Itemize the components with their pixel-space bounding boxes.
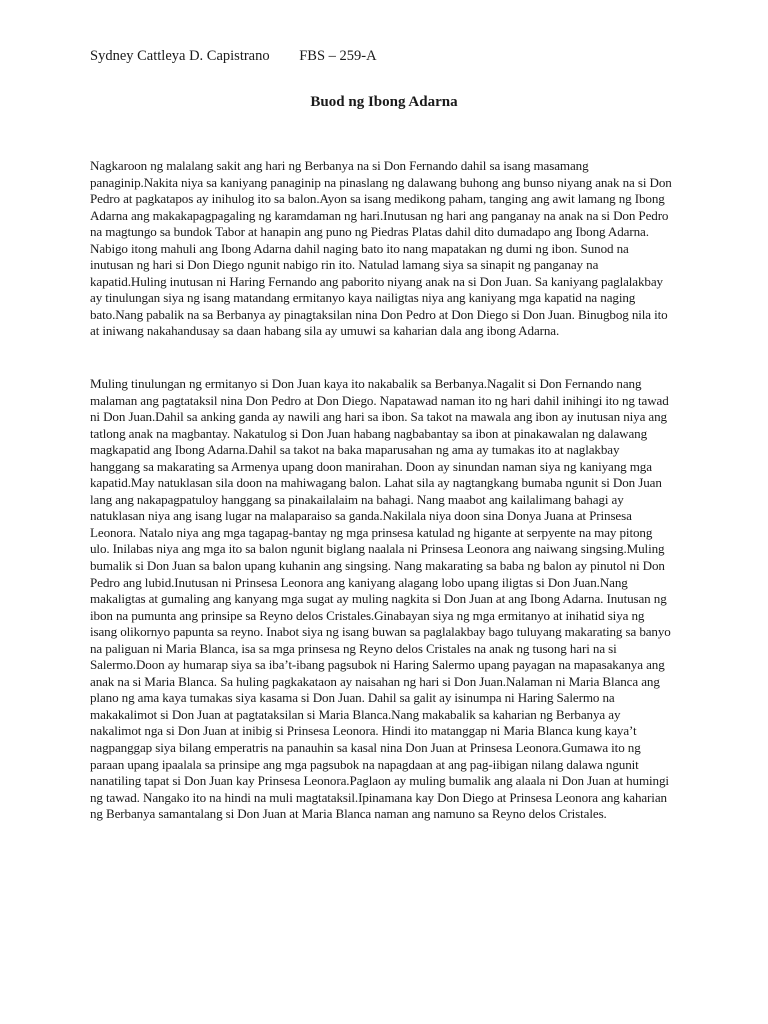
document-header [90, 48, 377, 65]
document-title: Buod ng Ibong Adarna [310, 94, 458, 110]
paragraph-2: Muling tinulungan ng ermitanyo si Don Juan kaya ito nakabalik sa Berbanya.Nagalit si Don Fernando nang malaman ang pagtataksil nina Don Pedro at Don Diego. Napatawad naman ito ng hari dahil inihingi ito ng tawad ni Don Juan.Dahil sa anking ganda ay nawili ang hari sa ibon. Sa takot na mawala ang ibon ay inutusan niya ang tatlong anak na magbantay. Nakatulog si Don Juan habang nagbabantay sa ibon at pinakawalan ng dalawang magkapatid ang Ibong Adarna.Dahil sa takot na baka maparusahan ng ama ay tumakas ito at naglakbay hanggang sa makarating sa Armenya upang doon manirahan. Doon ay sinundan naman siya ng kaniyang mga kapatid.May natuklasan sila doon na mahiwagang balon. Lahat sila ay nagtangkang bumaba ngunit si Don Juan lang ang nakapagpatuloy hanggang sa pinakailalaim na bahagi. Nang maabot ang kailalimang bahagi ay natuklasan niya ang isang lugar na malaparaiso sa ganda.Nakilala niya doon sina Donya Juana at Prinsesa Leonora. Natalo niya ang mga tagapag-bantay ng mga prinsesa katulad ng higante at serpyente na may pitong ulo. Inilabas niya ang mga ito sa balon ngunit biglang naalala ni Prinsesa Leonora ang naiwang singsing.Muling bumalik si Don Juan sa balon upang kuhanin ang singsing. Nang makarating sa baba ng balon ay pinutol ni Don Pedro ang lubid.Inutusan ni Prinsesa Leonora ang kaniyang alagang lobo upang iligtas si Don Juan.Nang makaligtas at gumaling ang kanyang mga sugat ay muling nagkita si Don Juan at ang Ibong Adarna. Inutusan ng ibon na pumunta ang prinsipe sa Reyno delos Cristales.Ginabayan siya ng mga ermitanyo at inihatid siya ng isang olikornyo papunta sa reyno. Inabot siya ng isang buwan sa paglalakbay bago tuluyang makarating sa banyo na paliguan ni Maria Blanca, isa sa mga prinsesa ng Reyno delos Cristales na anak ng tusong hari na si Salermo.Doon ay humarap siya sa iba’t-ibang pagsubok ni Haring Salermo upang payagan na mapasakanya ang anak na si Maria Blanca. Sa huling pagkakataon ay naisahan ng hari si Don Juan.Nalaman ni Maria Blanca ang plano ng ama kaya tumakas siya kasama si Don Juan. Dahil sa galit ay isinumpa ni Haring Salermo na makakalimot si Don Juan at pagtataksilan si Maria Blanca.Nang makabalik sa kaharian ng Berbanya ay nakalimot nga si Don Juan at inibig si Prinsesa Leonora. Hindi ito matanggap ni Maria Blanca kung kaya’t nagpanggap siya bilang emperatris na panauhin sa kasal nina Don Juan at Prinsesa Leonora.Gumawa ito ng paraan upang ipaalala sa prinsipe ang mga pagsubok na napagdaan at ang pag-iibigan nilang dalawa ngunit nanatiling tapat si Don Juan kay Prinsesa Leonora.Paglaon ay muling bumalik ang alaala ni Don Juan at humingi ng tawad. Nangako ito na hindi na muli magtataksil.Ipinamana kay Don Diego at Prinsesa Leonora ang kaharian ng Berbanya samantalang si Don Juan at Maria Blanca naman ang namuno sa Reyno delos Cristales. [90, 376, 671, 822]
author-name: Sydney Cattleya D. Capistrano [90, 48, 270, 64]
section-code: FBS – 259-A [299, 48, 377, 64]
paragraph-1: Nagkaroon ng malalang sakit ang hari ng Berbanya na si Don Fernando dahil sa isang masamang panaginip.Nakita niya sa kaniyang panaginip na pinaslang ng dalawang buhong ang bunso niyang anak na si Don Pedro at pagkatapos ay inihulog ito sa balon.Ayon sa isang medikong paham, tanging ang awit lamang ng Ibong Adarna ang makakapagpagaling ng karamdaman ng hari.Inutusan ng hari ang panganay na anak na si Don Pedro na magtungo sa bundok Tabor at hanapin ang puno ng Piedras Platas dahil dito dumadapo ang Ibong Adarna. Nabigo itong mahuli ang Ibong Adarna dahil naging bato ito nang mapatakan ng dumi ng ibon. Sunod na inutusan ng hari si Don Diego ngunit nabigo rin ito. Natulad lamang siya sa sinapit ng panganay na kapatid.Huling inutusan ni Haring Fernando ang paborito niyang anak na si Don Juan. Sa kaniyang paglalakbay ay tinulungan siya ng isang matandang ermitanyo kaya nailigtas niya ang kaniyang mga kapatid na naging bato.Nang pabalik na sa Berbanya ay pinagtaksilan nina Don Pedro at Don Diego si Don Juan. Binugbog nila ito at iniwang nakahandusay sa daan habang sila ay umuwi sa kaharian dala ang ibong Adarna. [90, 158, 672, 339]
